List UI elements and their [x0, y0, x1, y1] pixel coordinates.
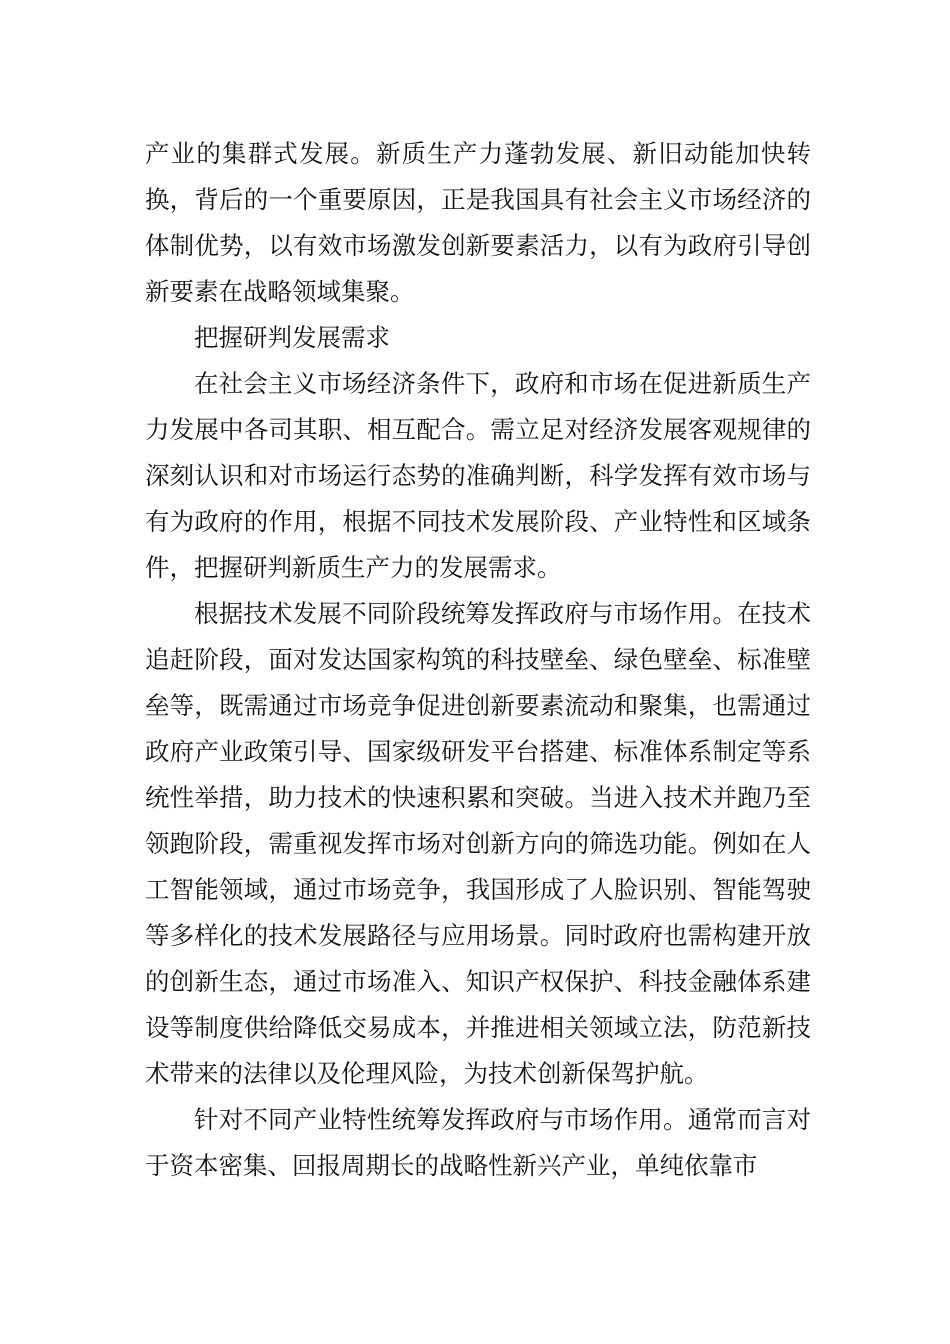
document-body: [145, 131, 811, 1189]
section-heading: 把握研判发展需求: [194, 323, 390, 352]
body-paragraph-3: 针对不同产业特性统筹发挥政府与市场作用。通常而言对于资本密集、回报周期长的战略性新兴产业，单纯依靠市: [145, 1105, 811, 1180]
body-paragraph-2: 根据技术发展不同阶段统筹发挥政府与市场作用。在技术追赶阶段，面对发达国家构筑的科技壁垒、绿色壁垒、标准壁垒等，既需通过市场竞争促进创新要素流动和聚集，也需通过政府产业政策引导、国家级研发平台搭建、标准体系制定等系统性举措，助力技术的快速积累和突破。当进入技术并跑乃至领跑阶段，需重视发挥市场对创新方向的筛选功能。例如在人工智能领域，通过市场竞争，我国形成了人脸识别、智能驾驶等多样化的技术发展路径与应用场景。同时政府也需构建开放的创新生态，通过市场准入、知识产权保护、科技金融体系建设等制度供给降低交易成本，并推进相关领域立法，防范新技术带来的法律以及伦理风险，为技术创新保驾护航。: [145, 599, 811, 1088]
body-paragraph-1: 在社会主义市场经济条件下，政府和市场在促进新质生产力发展中各司其职、相互配合。需立足对经济发展客观规律的深刻认识和对市场运行态势的准确判断，科学发挥有效市场与有为政府的作用，根据不同技术发展阶段、产业特性和区域条件，把握研判新质生产力的发展需求。: [145, 369, 811, 582]
continued-paragraph: 产业的集群式发展。新质生产力蓬勃发展、新旧动能加快转换，背后的一个重要原因，正是我国具有社会主义市场经济的体制优势，以有效市场激发创新要素活力，以有为政府引导创新要素在战略领域集聚。: [145, 139, 811, 306]
